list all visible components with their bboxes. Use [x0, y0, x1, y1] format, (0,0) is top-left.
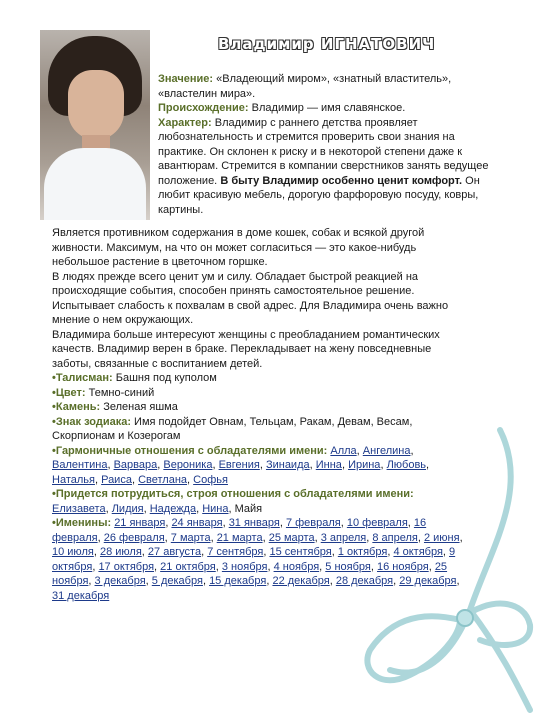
paragraph-pets: Является противником содержания в доме кошек, собак и всякой другой живности. Максимум, на что он может согласиться — это какое-нибудь небольшое растение в цветочном горшке. [52, 227, 425, 268]
hard-names-list: Елизавета, Лидия, Надежда, Нина, [52, 502, 235, 515]
nameday-link[interactable]: 5 декабря [151, 575, 203, 587]
nameday-link[interactable]: 3 апреля [320, 531, 367, 544]
harmony-name-link[interactable]: Евгения [218, 459, 260, 471]
origin-label: Происхождение: [158, 102, 249, 114]
harmony-name-link[interactable]: Вероника [163, 459, 213, 471]
nameday-link[interactable]: 21 октября [160, 560, 216, 573]
zodiac-value: Имя подойдет Овнам, Тельцам, Ракам, Девам, Весам, Скорпионам и Козерогам [52, 415, 413, 442]
harmony-name-link[interactable]: Ангелина [362, 444, 411, 457]
nameday-link[interactable]: 15 сентября [269, 546, 332, 558]
harmony-name-link[interactable]: Софья [193, 473, 228, 486]
nameday-link[interactable]: 7 сентября [207, 546, 264, 558]
harmony-name-link[interactable]: Ирина [348, 459, 381, 471]
nameday-link[interactable]: 21 января [114, 517, 166, 529]
color-value: Темно-синий [88, 386, 155, 399]
zodiac-label: •Знак зодиака: [52, 415, 131, 428]
paragraph-people: В людях прежде всего ценит ум и силу. Обладает быстрой реакцией на происходящие события, способен принять самостоятельное решение. Испытывает слабость к похвалам в свой адрес. Для Владимира очень важно мнение о нем окружающих. [52, 270, 449, 326]
harmony-names-list: Алла, Ангелина, Валентина, Варвара, Вероника, Евгения, Зинаида, Инна, Ирина, Любовь, Наталья, Раиса, Светлана, Софья [52, 444, 430, 486]
nameday-link[interactable]: 31 января [228, 517, 280, 529]
harmony-name-link[interactable]: Любовь [386, 459, 427, 471]
hard-name-link[interactable]: Надежда [149, 502, 197, 515]
hard-name-link[interactable]: Нина [202, 502, 229, 515]
nameday-link[interactable]: 7 марта [170, 531, 211, 544]
nameday-list: 21 января, 24 января, 31 января, 7 февраля, 10 февраля, 16 февраля, 26 февраля, 7 марта, 21 марта, 25 марта, 3 апреля, 8 апреля, 2 июня, 10 июля, 28 июля, 27 августа, 7 сентября, 15 сентября, 1 октября, 4 октября, 9 октября, 17 октября, 21 октября, 3 ноября, 4 ноября, 5 ноября, 16 ноября, 25 ноября, 3 декабря, 5 декабря, 15 декабря, 22 декабря, 28 декабря, 29 декабря, 31 декабря [52, 517, 463, 602]
harmony-name-link[interactable]: Валентина [52, 459, 108, 471]
harmony-name-link[interactable]: Алла [330, 444, 357, 457]
stone-label: •Камень: [52, 401, 101, 413]
nameday-link[interactable]: 7 февраля [285, 517, 341, 529]
hard-plain-name: Майя [234, 502, 263, 515]
harmony-label: •Гармоничные отношения с обладателями имени: [52, 444, 328, 457]
harmony-name-link[interactable]: Раиса [101, 473, 132, 486]
nameday-link[interactable]: 31 декабря [52, 589, 110, 602]
nameday-link[interactable]: 28 июля [99, 546, 142, 558]
color-label: •Цвет: [52, 386, 86, 399]
hard-name-link[interactable]: Елизавета [52, 502, 106, 515]
nameday-link[interactable]: 8 апреля [372, 531, 418, 544]
nameday-link[interactable]: 25 марта [268, 531, 315, 544]
nameday-link[interactable]: 3 ноября [221, 560, 268, 573]
character-bold: В быту Владимир особенно ценит комфорт. [220, 174, 463, 187]
nameday-link[interactable]: 21 марта [216, 531, 263, 544]
character-label: Характер: [158, 116, 212, 129]
nameday-link[interactable]: 25 ноября [52, 560, 448, 587]
intro-section [158, 72, 498, 217]
nameday-link[interactable]: 24 января [171, 517, 223, 529]
hard-label: •Придется потрудиться, строя отношения с обладателями имени: [52, 488, 414, 500]
portrait-photo [40, 30, 150, 220]
character-text-2: Он любит красивую мебель, дорогую фарфоровую посуду, ковры, картины. [158, 174, 480, 216]
nameday-link[interactable]: 10 февраля [346, 517, 408, 529]
meaning-label: Значение: [158, 73, 214, 85]
nameday-link[interactable]: 4 октября [393, 546, 443, 558]
nameday-link[interactable]: 1 октября [337, 546, 388, 558]
hard-name-link[interactable]: Лидия [111, 502, 144, 515]
meaning-text: «Владеющий миром», «знатный властитель», «властелин мира». [158, 73, 452, 100]
nameday-label: •Именины: [52, 517, 112, 529]
harmony-name-link[interactable]: Варвара [113, 459, 158, 471]
nameday-link[interactable]: 16 ноября [376, 560, 429, 573]
nameday-link[interactable]: 17 октября [98, 560, 155, 573]
nameday-link[interactable]: 10 июля [52, 546, 94, 558]
nameday-link[interactable]: 5 ноября [325, 560, 371, 573]
nameday-link[interactable]: 9 октября [52, 546, 456, 573]
nameday-link[interactable]: 27 августа [147, 546, 202, 558]
nameday-link[interactable]: 26 февраля [103, 531, 165, 544]
harmony-name-link[interactable]: Наталья [52, 473, 95, 486]
talisman-label: •Талисман: [52, 372, 113, 384]
nameday-link[interactable]: 16 февраля [52, 517, 427, 544]
harmony-name-link[interactable]: Инна [315, 459, 342, 471]
nameday-link[interactable]: 2 июня [423, 531, 460, 544]
character-text: Владимир с раннего детства проявляет любознательность и стремится проверить свои знания на практике. Он склонен к риску и в некоторой степени даже к авантюрам. Стремится в компании сверстников занять ведущее положение. [158, 116, 489, 187]
ribbon-bow-decoration [300, 420, 540, 720]
paragraph-women: Владимира больше интересуют женщины с преобладанием романтических качеств. Владимир верен в браке. Перекладывает на жену повседневные заботы, связанные с воспитанием детей. [52, 328, 440, 370]
nameday-link[interactable]: 4 ноября [273, 560, 320, 573]
nameday-link[interactable]: 15 декабря [209, 575, 267, 587]
nameday-link[interactable]: 28 декабря [335, 575, 394, 587]
stone-value: Зеленая яшма [103, 401, 178, 413]
nameday-link[interactable]: 29 декабря [399, 575, 457, 587]
nameday-link[interactable]: 3 декабря [94, 575, 146, 587]
talisman-value: Башня под куполом [115, 372, 217, 384]
page-title: Владимир ИГНАТОВИЧ [218, 35, 436, 53]
harmony-name-link[interactable]: Светлана [138, 473, 188, 486]
nameday-link[interactable]: 22 декабря [272, 575, 330, 587]
origin-text: Владимир — имя славянское. [251, 102, 406, 114]
harmony-name-link[interactable]: Зинаида [265, 459, 310, 471]
